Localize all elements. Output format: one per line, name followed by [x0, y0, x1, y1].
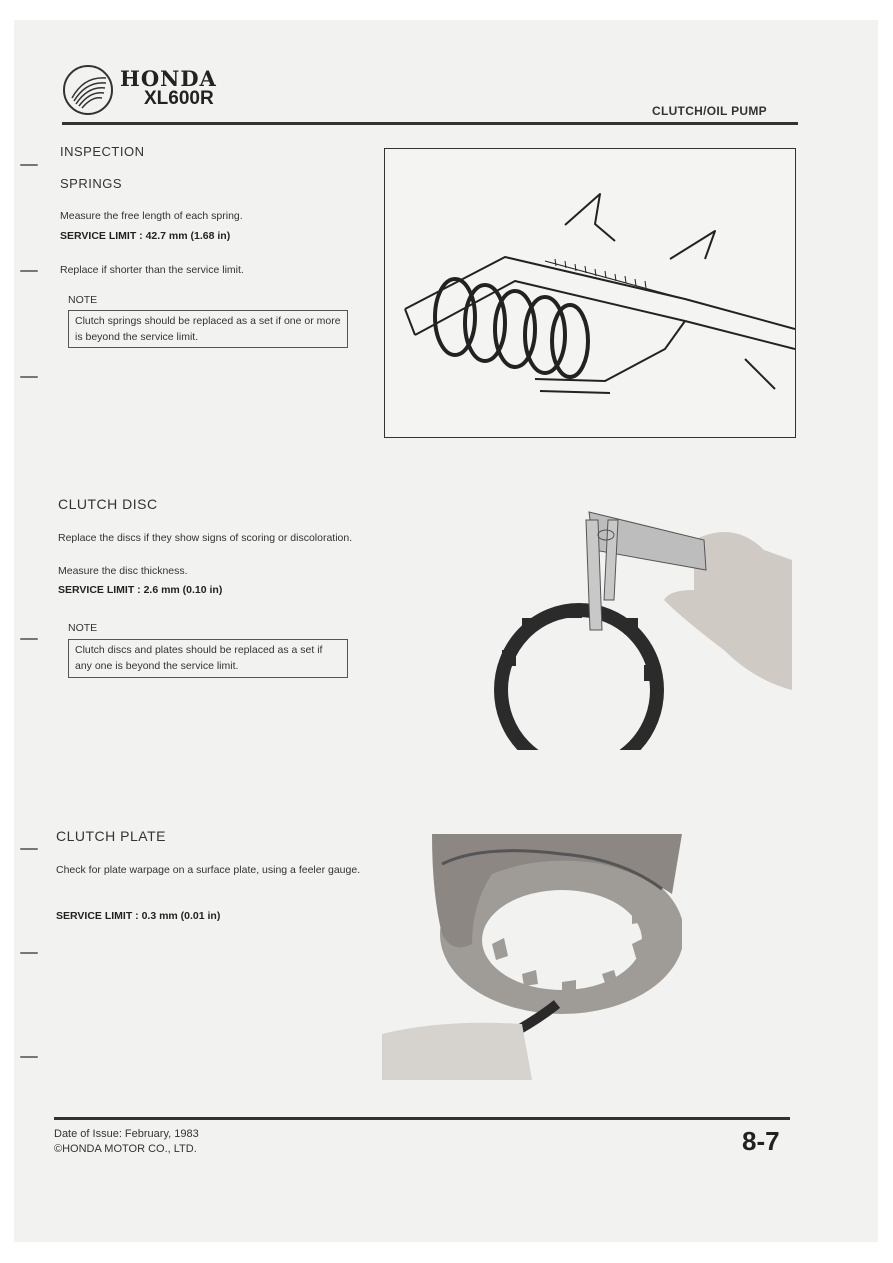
copyright: ©HONDA MOTOR CO., LTD.	[54, 1143, 197, 1155]
model-name: XL600R	[144, 88, 214, 109]
springs-title: SPRINGS	[60, 176, 123, 191]
honda-wing-logo	[62, 64, 114, 116]
clutch-disc-note-label: NOTE	[68, 622, 98, 634]
springs-note: Clutch springs should be replaced as a set if one or more is beyond the service limit.	[68, 310, 348, 348]
springs-note-label: NOTE	[68, 294, 98, 306]
header-rule	[62, 122, 798, 125]
binder-mark	[20, 1056, 38, 1058]
page-number: 8-7	[742, 1126, 780, 1156]
springs-text-2: Replace if shorter than the service limit.	[60, 264, 244, 276]
binder-mark	[20, 848, 38, 850]
clutch-plate-photo	[382, 834, 682, 1080]
binder-mark	[20, 376, 38, 378]
spring-caliper-illustration	[384, 148, 796, 438]
clutch-disc-note: Clutch discs and plates should be replaced as a set if any one is beyond the service limit.	[68, 639, 348, 678]
inspection-title: INSPECTION	[60, 144, 145, 159]
clutch-plate-service-limit: SERVICE LIMIT : 0.3 mm (0.01 in)	[56, 910, 221, 922]
clutch-plate-title: CLUTCH PLATE	[56, 828, 166, 844]
clutch-disc-photo	[494, 500, 792, 750]
issue-date: Date of Issue: February, 1983	[54, 1128, 199, 1140]
clutch-disc-text-2: Measure the disc thickness.	[58, 565, 188, 577]
springs-text-1: Measure the free length of each spring.	[60, 210, 243, 222]
binder-mark	[20, 164, 38, 166]
binder-mark	[20, 270, 38, 272]
brand-name: HONDA	[120, 66, 217, 91]
binder-mark	[20, 638, 38, 640]
footer-rule	[54, 1117, 790, 1120]
clutch-disc-title: CLUTCH DISC	[58, 496, 158, 512]
springs-service-limit: SERVICE LIMIT : 42.7 mm (1.68 in)	[60, 230, 231, 242]
clutch-plate-text-1: Check for plate warpage on a surface plate, using a feeler gauge.	[56, 864, 361, 876]
section-header: CLUTCH/OIL PUMP	[652, 104, 767, 118]
binder-mark	[20, 952, 38, 954]
clutch-disc-service-limit: SERVICE LIMIT : 2.6 mm (0.10 in)	[58, 584, 223, 596]
clutch-disc-text-1: Replace the discs if they show signs of scoring or discoloration.	[58, 532, 353, 544]
